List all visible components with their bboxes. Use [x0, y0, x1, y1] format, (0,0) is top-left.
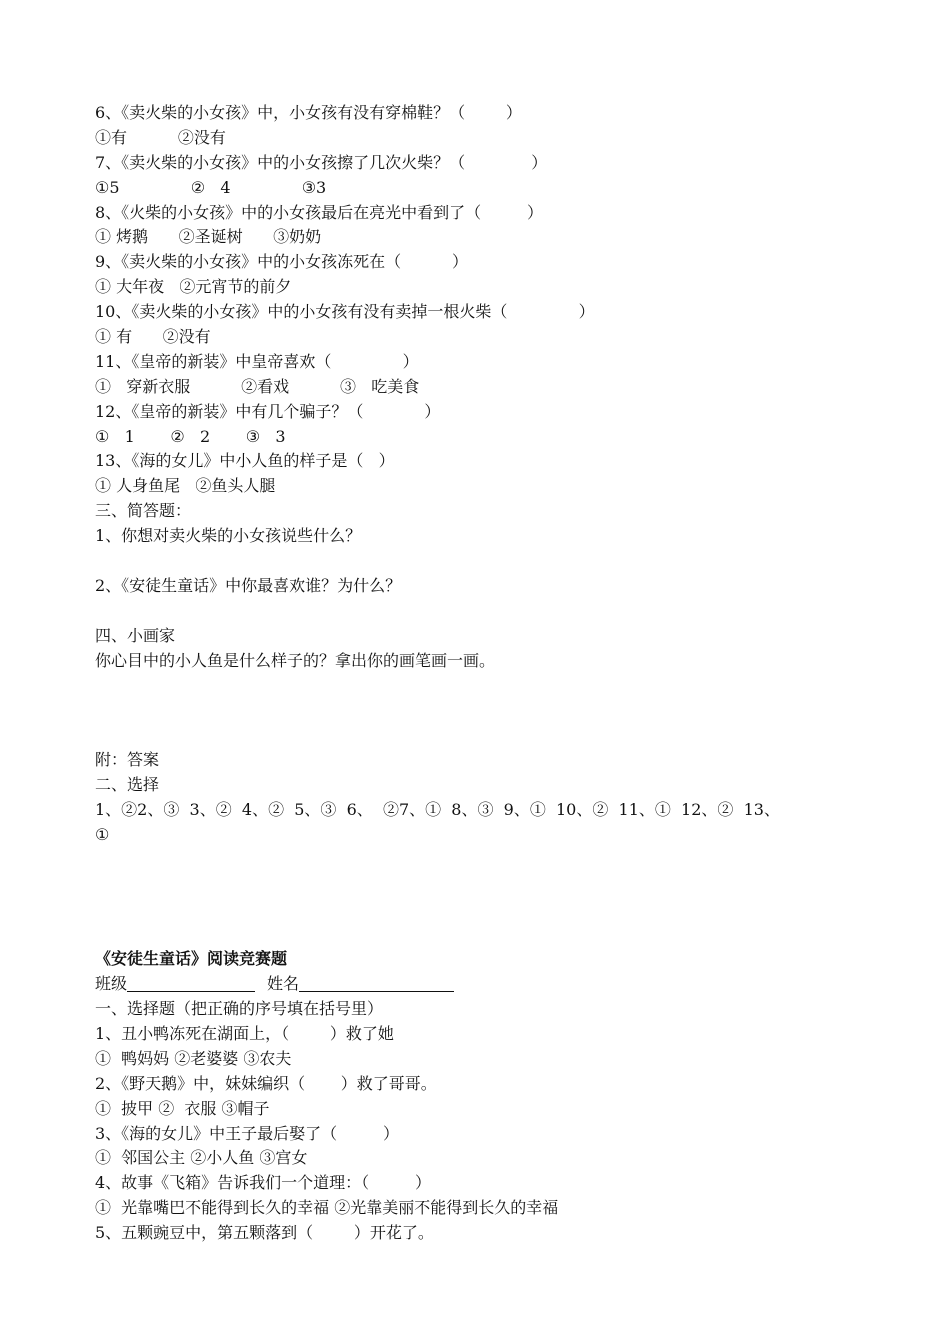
drawing-space: [95, 673, 895, 723]
spacer: [95, 848, 895, 898]
text-line: 2、《野天鹅》中，妹妹编织（ ）救了哥哥。: [95, 1073, 437, 1093]
questions-continued: [95, 101, 895, 549]
text-line: ① 大年夜 ②元宵节的前夕: [95, 277, 292, 297]
quiz-section: [95, 947, 895, 1246]
text-line: 6、《卖火柴的小女孩》中，小女孩有没有穿棉鞋？（ ）: [95, 103, 522, 122]
section-heading: 三、简答题：: [95, 501, 192, 521]
text-line: ① 邻国公主 ②小人鱼 ③宫女: [95, 1148, 308, 1168]
text-line: 11、《皇帝的新装》中皇帝喜欢（ ）: [95, 351, 419, 371]
text-line: 1、你想对卖火柴的小女孩说些什么？: [95, 526, 362, 546]
text-line: 你心目中的小人鱼是什么样子的？拿出你的画笔画一画。: [95, 650, 496, 670]
document-page: [95, 101, 895, 1246]
class-blank[interactable]: [127, 974, 255, 992]
spacer: [95, 898, 895, 948]
text-line: 8、《火柴的小女孩》中的小女孩最后在亮光中看到了（ ）: [95, 202, 543, 222]
text-line: 7、《卖火柴的小女孩》中的小女孩擦了几次火柴？（ ）: [95, 152, 548, 172]
text-line: ① 披甲 ② 衣服 ③帽子: [95, 1098, 270, 1118]
text-line: 10、《卖火柴的小女孩》中的小女孩有没有卖掉一根火柴（ ）: [95, 302, 595, 322]
text-line: ① 光靠嘴巴不能得到长久的幸福 ②光靠美丽不能得到长久的幸福: [95, 1198, 559, 1218]
section-heading: 一、选择题（把正确的序号填在括号里）: [95, 999, 384, 1019]
text-line: 2、《安徒生童话》中你最喜欢谁？为什么？: [95, 575, 402, 595]
text-line: 3、《海的女儿》中王子最后娶了（ ）: [95, 1123, 399, 1143]
section-heading: 附：答案: [95, 750, 160, 770]
text-line: ① 穿新衣服 ②看戏 ③ 吃美食: [95, 376, 420, 396]
answer-key: [95, 748, 895, 848]
text-line: 9、《卖火柴的小女孩》中的小女孩冻死在（ ）: [95, 252, 469, 272]
class-label: 班级: [95, 974, 128, 994]
text-line: 1、丑小鸭冻死在湖面上，（ ）救了她: [95, 1024, 394, 1043]
text-line: ① 烤鹅 ②圣诞树 ③奶奶: [95, 227, 322, 247]
text-line: ① 鸭妈妈 ②老婆婆 ③农夫: [95, 1048, 292, 1068]
text-line: ①5 ② 4 ③3: [95, 177, 327, 197]
text-line: 12、《皇帝的新装》中有几个骗子？（ ）: [95, 401, 441, 421]
answer-space: [95, 599, 895, 624]
text-line: 13、《海的女儿》中小人鱼的样子是（ ）: [95, 451, 395, 471]
text-line: ① 人身鱼尾 ②鱼头人腿: [95, 476, 276, 496]
student-info-line: [95, 972, 895, 997]
name-blank[interactable]: [299, 974, 454, 992]
section-heading: 四、小画家: [95, 625, 176, 645]
answer-space: [95, 549, 895, 574]
drawing-space: [95, 723, 895, 748]
text-line: 4、故事《飞箱》告诉我们一个道理：（ ）: [95, 1173, 431, 1193]
name-label: 姓名: [267, 974, 300, 994]
text-line: 5、五颗豌豆中，第五颗落到（ ）开花了。: [95, 1223, 434, 1243]
quiz-title: 《安徒生童话》阅读竞赛题: [95, 949, 288, 969]
text-line: 1、②2、③ 3、② 4、② 5、③ 6、 ②7、① 8、③ 9、① 10、② 11、① 12、② 13、: [95, 799, 780, 819]
text-line: ① 1 ② 2 ③ 3: [95, 426, 286, 446]
text-line: ①: [95, 824, 110, 844]
text-line: ①有 ②没有: [95, 127, 226, 147]
section-heading: 二、选择: [95, 775, 160, 795]
text-line: ① 有 ②没有: [95, 327, 211, 347]
